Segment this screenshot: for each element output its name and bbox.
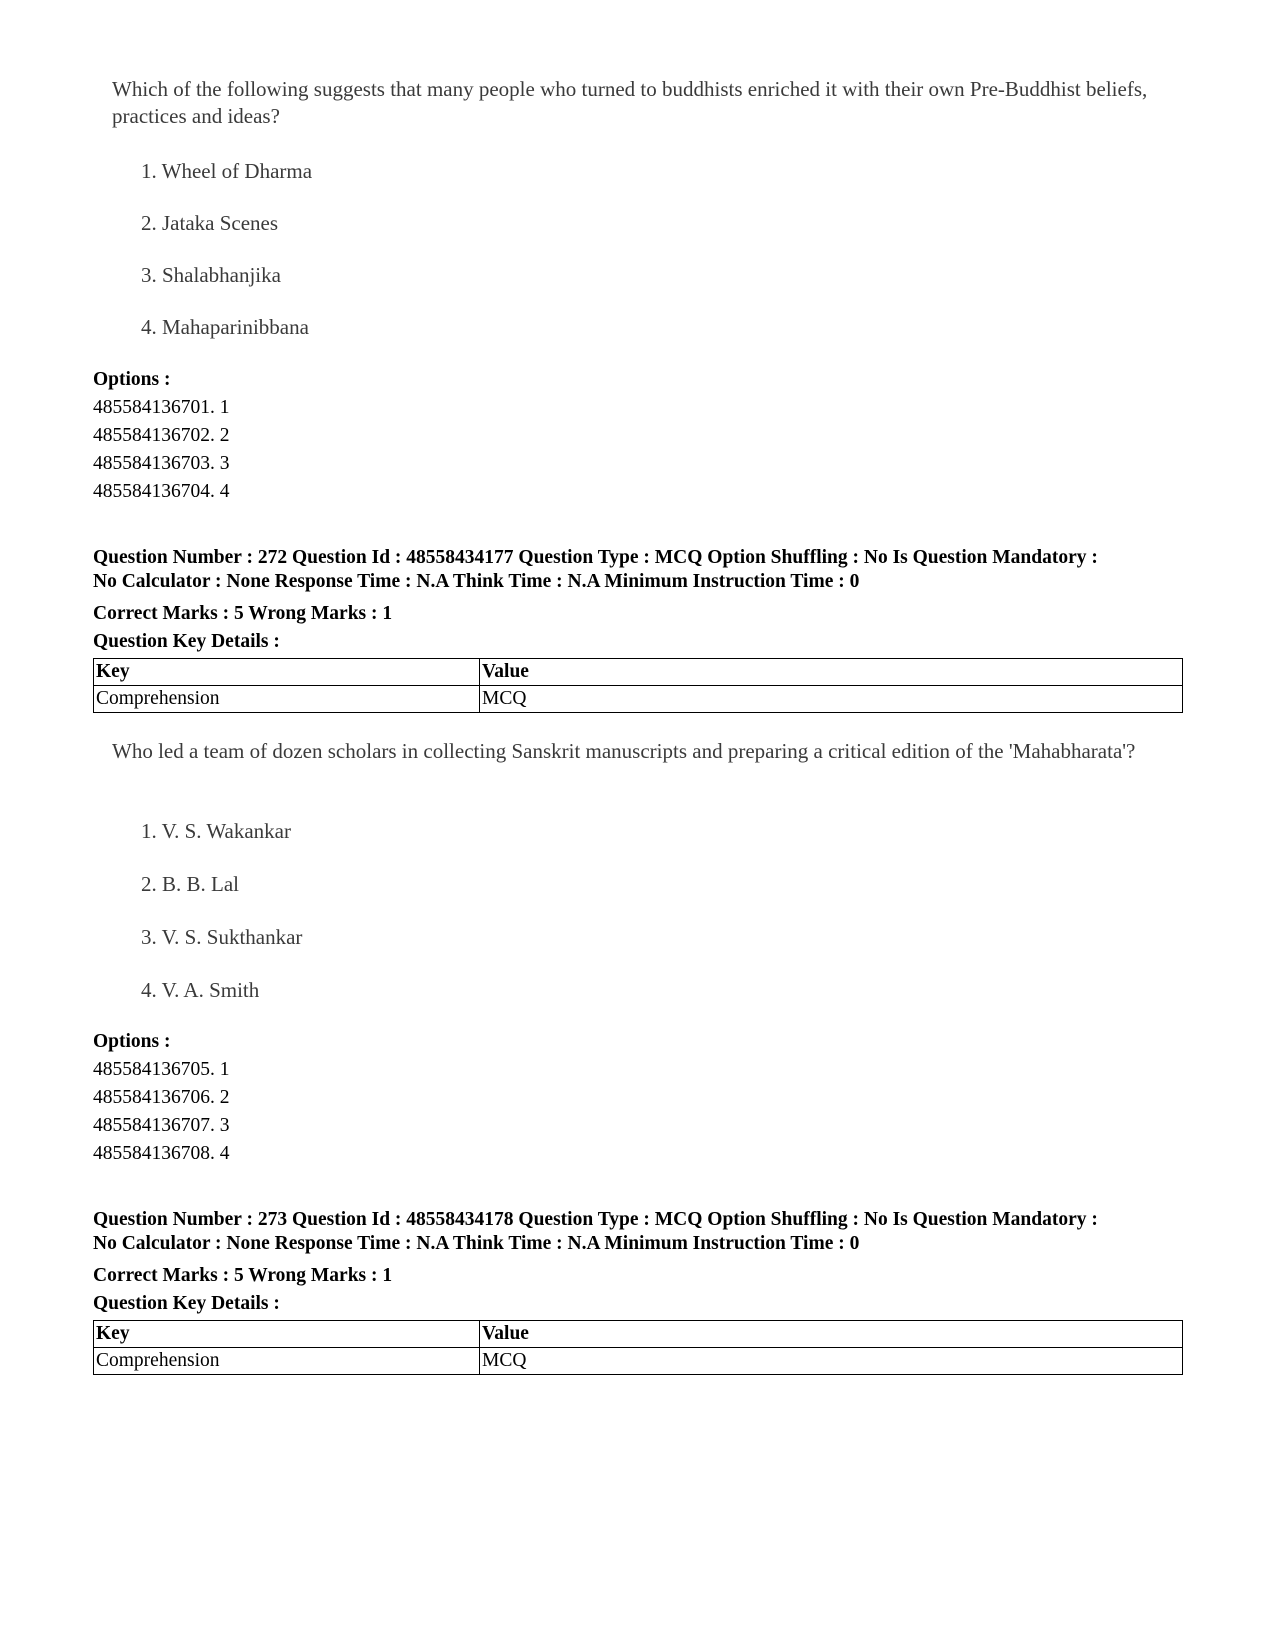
option-id: 485584136701. 1	[93, 397, 230, 418]
question-meta-line: Question Number : 273 Question Id : 48558434178 Question Type : MCQ Option Shuffling : No Is Question Mandatory :	[93, 1209, 1098, 1230]
table-cell: Comprehension	[94, 686, 480, 713]
table-header-cell: Value	[480, 659, 1183, 686]
key-details-label: Question Key Details :	[93, 1293, 280, 1314]
question-meta-line: No Calculator : None Response Time : N.A Think Time : N.A Minimum Instruction Time : 0	[93, 571, 860, 592]
option-id: 485584136704. 4	[93, 481, 230, 502]
question-meta	[93, 546, 1203, 594]
choice-item: 2. Jataka Scenes	[141, 211, 279, 235]
table-header-row	[94, 1321, 1183, 1348]
question-meta-line: No Calculator : None Response Time : N.A Think Time : N.A Minimum Instruction Time : 0	[93, 1233, 860, 1254]
option-id: 485584136702. 2	[93, 425, 230, 446]
table-header-cell: Key	[94, 659, 480, 686]
table-row	[94, 686, 1183, 713]
table-cell: MCQ	[480, 686, 1183, 713]
option-id: 485584136705. 1	[93, 1059, 230, 1080]
choice-item: 4. Mahaparinibbana	[141, 315, 309, 339]
table-cell: MCQ	[480, 1348, 1183, 1375]
table-header-cell: Value	[480, 1321, 1183, 1348]
marks-line: Correct Marks : 5 Wrong Marks : 1	[93, 603, 393, 624]
question-meta	[93, 1208, 1203, 1256]
choice-item: 1. V. S. Wakankar	[141, 819, 291, 843]
choice-item: 3. V. S. Sukthankar	[141, 925, 303, 949]
choice-item: 4. V. A. Smith	[141, 978, 260, 1002]
option-id: 485584136703. 3	[93, 453, 230, 474]
question-text: Who led a team of dozen scholars in collecting Sanskrit manuscripts and preparing a critical edition of the 'Mahabharata'?	[112, 739, 1136, 763]
option-id: 485584136707. 3	[93, 1115, 230, 1136]
table-row	[94, 1348, 1183, 1375]
choice-item: 1. Wheel of Dharma	[141, 159, 313, 183]
key-value-table	[93, 1320, 1183, 1375]
key-details-label: Question Key Details :	[93, 631, 280, 652]
table-header-cell: Key	[94, 1321, 480, 1348]
table-cell: Comprehension	[94, 1348, 480, 1375]
key-value-table	[93, 658, 1183, 713]
question-meta-line: Question Number : 272 Question Id : 48558434177 Question Type : MCQ Option Shuffling : No Is Question Mandatory :	[93, 547, 1098, 568]
table-header-row	[94, 659, 1183, 686]
marks-line: Correct Marks : 5 Wrong Marks : 1	[93, 1265, 393, 1286]
question-text: Which of the following suggests that many people who turned to buddhists enriched it with their own Pre-Buddhist beliefs, practices and ideas?	[112, 77, 1148, 128]
choice-item: 3. Shalabhanjika	[141, 263, 281, 287]
option-id: 485584136706. 2	[93, 1087, 230, 1108]
options-label: Options :	[93, 369, 171, 390]
option-id: 485584136708. 4	[93, 1143, 230, 1164]
choice-item: 2. B. B. Lal	[141, 872, 239, 896]
options-label: Options :	[93, 1031, 171, 1052]
